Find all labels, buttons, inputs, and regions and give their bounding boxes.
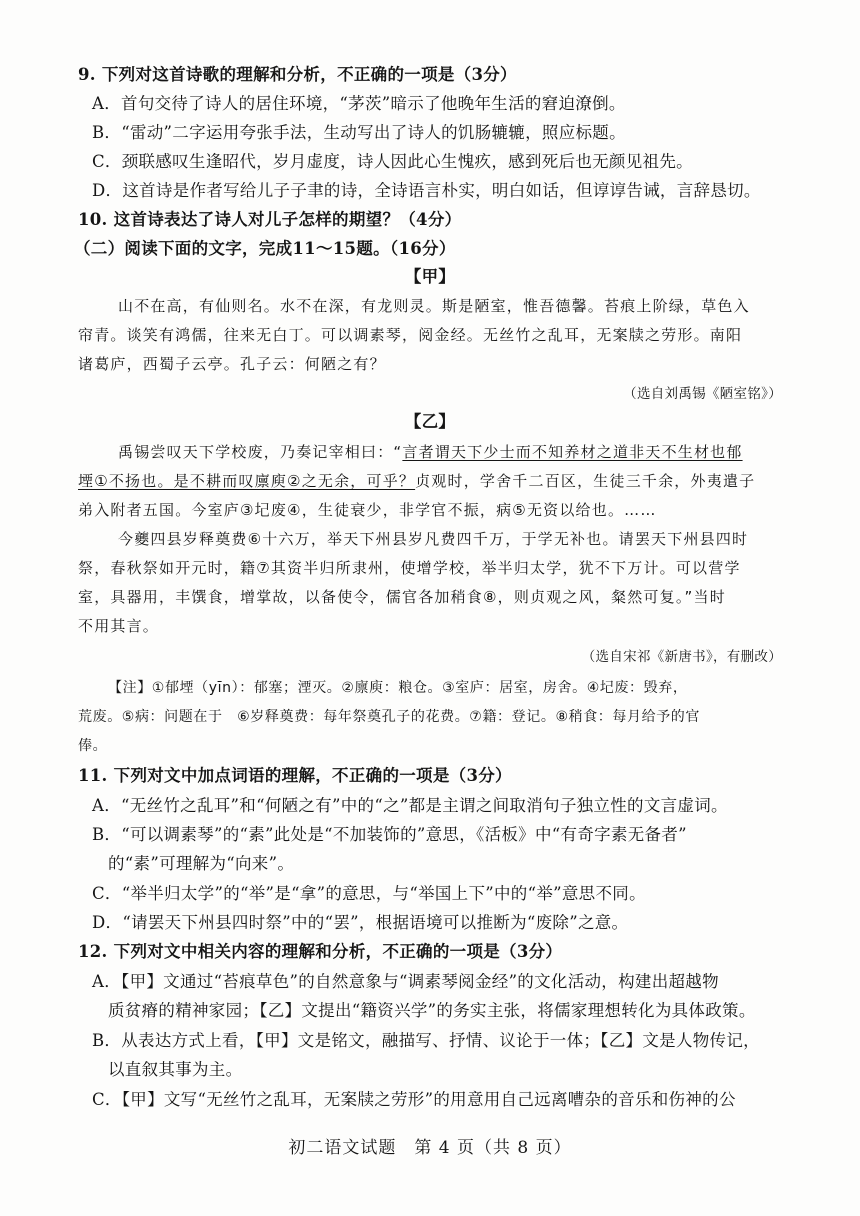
annotation-line: 俸。 <box>78 738 108 754</box>
question-12-option-b-cont: 以直叙其事为主。 <box>108 1060 243 1079</box>
passage-jia-title: 【甲】 <box>404 267 456 286</box>
question-9-option-c: C．颈联感叹生逢昭代，岁月虚度，诗人因此心生愧疚，感到死后也无颜见祖先。 <box>92 152 693 171</box>
section-2-heading: （二）阅读下面的文字，完成11～15题。（16分） <box>74 239 456 258</box>
question-12-stem: 12. 下列对文中相关内容的理解和分析，不正确的一项是（3分） <box>78 942 563 961</box>
passage-yi-line: 祭，春秋祭如开元时，籍⑦其资半归所隶州，使增学校，举半归太学，犹不下万计。可以营学 <box>78 559 741 577</box>
passage-yi-text: 禹锡尝叹天下学校废，乃奏记宰相曰：“ <box>118 443 403 461</box>
passage-yi-line: 弟入附者五国。今室庐③圮废④，生徒衰少，非学官不振，病⑤无资以给也。…… <box>78 501 657 519</box>
question-9-stem: 9. 下列对这首诗歌的理解和分析，不正确的一项是（3分） <box>78 65 517 84</box>
question-10-stem: 10. 这首诗表达了诗人对儿子怎样的期望？（4分） <box>78 210 462 229</box>
passage-yi-line-1 <box>0 440 860 464</box>
question-12-option-c: C．【甲】文写“无丝竹之乱耳，无案牍之劳形”的用意用自己远离嘈杂的音乐和伤神的公 <box>92 1090 736 1109</box>
passage-jia-source: （选自刘禹锡《陋室铭》） <box>623 386 782 402</box>
passage-yi-source: （选自宋祁《新唐书》，有删改） <box>581 649 782 665</box>
passage-jia-line: 帘青。谈笑有鸿儒，往来无白丁。可以调素琴，阅金经。无丝竹之乱耳，无案牍之劳形。南阳 <box>78 326 743 344</box>
passage-yi-text: 贞观时，学舍千二百区，生徒三千余，外夷遣子 <box>415 472 756 490</box>
question-11-option-b: B．“可以调素琴”的“素”此处是“不加装饰的”意思，《活板》中“有奇字素无备者” <box>92 825 687 844</box>
question-12-option-a-cont: 质贫瘠的精神家园；【乙】文提出“籍资兴学”的务实主张，将儒家理想转化为具体政策。 <box>108 1001 756 1020</box>
passage-yi-line: 今夔四县岁释奠费⑥十六万，举天下州县岁凡费四千万，于学无补也。请罢天下州县四时 <box>118 530 749 548</box>
page-footer: 初二语文试题 第 4 页（共 8 页） <box>288 1138 572 1158</box>
passage-yi-title: 【乙】 <box>404 412 456 431</box>
question-9-option-a: A．首句交待了诗人的居住环境，“茅茨”暗示了他晚年生活的窘迫潦倒。 <box>92 94 626 113</box>
question-11-option-c: C．“举半归太学”的“举”是“拿”的意思，与“举国上下”中的“举”意思不同。 <box>92 884 646 903</box>
passage-yi-line: 室，具器用，丰馔食，增掌故，以备使令，儒官各加稍食⑧，则贞观之风，粲然可复。”当时 <box>78 588 726 606</box>
question-9-option-b: B．“雷动”二字运用夸张手法，生动写出了诗人的饥肠辘辘，照应标题。 <box>92 123 626 142</box>
question-11-option-b-cont: 的“素”可理解为“向来”。 <box>108 854 295 873</box>
question-11-stem: 11. 下列对文中加点词语的理解，不正确的一项是（3分） <box>78 766 512 785</box>
passage-yi-line-2 <box>0 469 860 493</box>
underlined-sentence: 堙①不扬也。是不耕而叹廪庾②之无余，可乎？ <box>78 472 416 490</box>
annotation-line: 荒废。⑤病：问题在于 ⑥岁释奠费：每年祭奠孔子的花费。⑦籍：登记。⑧稍食：每月给予的官 <box>78 709 701 725</box>
question-12-option-b: B．从表达方式上看，【甲】文是铭文，融描写、抒情、议论于一体；【乙】文是人物传记， <box>92 1031 760 1050</box>
question-12-option-a: A．【甲】文通过“苔痕草色”的自然意象与“调素琴阅金经”的文化活动，构建出超越物 <box>92 972 719 991</box>
underlined-sentence: 言者谓天下少士而不知养材之道非天不生材也郁 <box>402 443 743 461</box>
question-11-option-d: D．“请罢天下州县四时祭”中的“罢”，根据语境可以推断为“废除”之意。 <box>92 913 629 932</box>
passage-yi-line: 不用其言。 <box>78 617 160 635</box>
passage-jia-line: 诸葛庐，西蜀子云亭。孔子云：何陋之有？ <box>78 355 386 373</box>
question-9-option-d: D．这首诗是作者写给儿子子聿的诗，全诗语言朴实，明白如话，但谆谆告诫，言辞恳切。 <box>92 181 761 200</box>
passage-jia-line: 山不在高，有仙则名。水不在深，有龙则灵。斯是陋室，惟吾德馨。苔痕上阶绿，草色入 <box>118 297 750 315</box>
annotation-line: 【注】①郁堙（yīn）：郁塞；湮灭。②廪庾：粮仓。③室庐：居室，房舍。④圮废：毁弃， <box>108 680 688 696</box>
question-11-option-a: A．“无丝竹之乱耳”和“何陋之有”中的“之”都是主谓之间取消句子独立性的文言虚词。 <box>92 796 728 815</box>
